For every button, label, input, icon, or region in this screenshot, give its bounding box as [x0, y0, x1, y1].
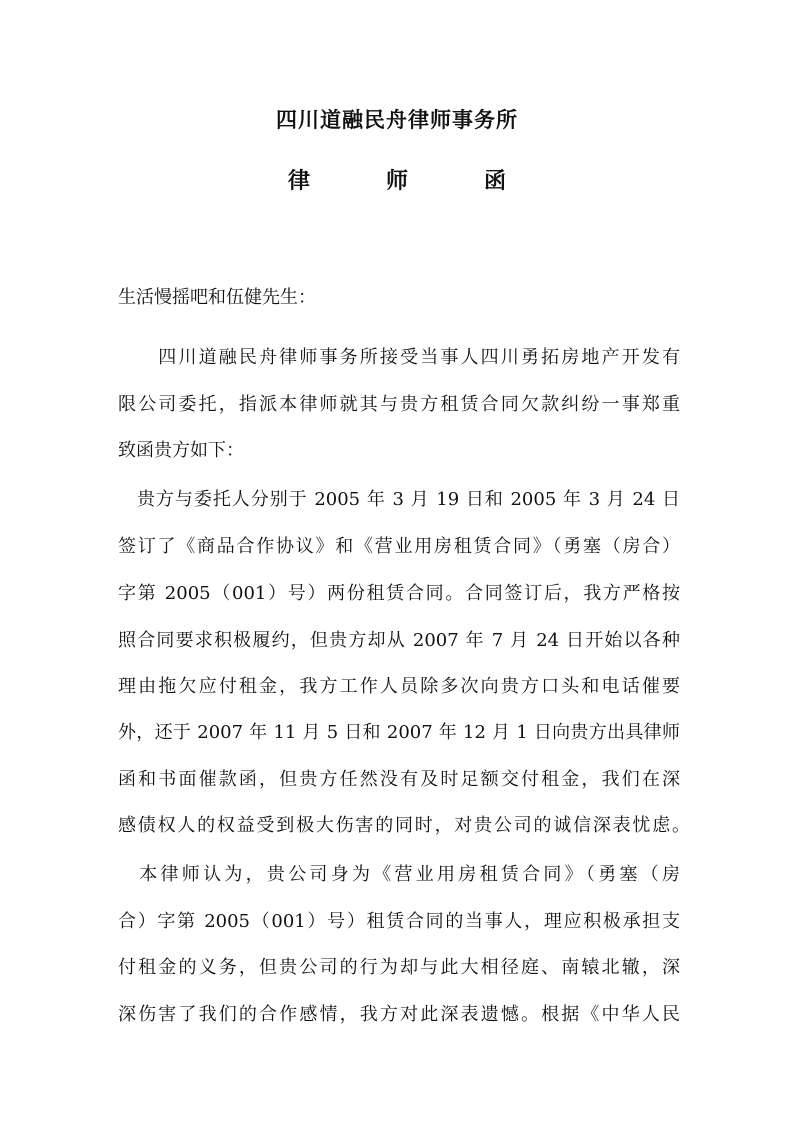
text-line: 外，还于 2007 年 11 月 5 日和 2007 年 12 月 1 日向贵方出具律师: [118, 722, 680, 743]
text-line: 照合同要求积极履约，但贵方却从 2007 年 7 月 24 日开始以各种: [118, 630, 680, 651]
law-firm-title: 四川道融民舟律师事务所: [276, 107, 518, 132]
text-line: 四川道融民舟律师事务所接受当事人四川勇拓房地产开发有: [118, 347, 680, 368]
document-type-heading: [288, 164, 506, 195]
text-line: 限公司委托，指派本律师就其与贵方租赁合同欠款纠纷一事郑重: [118, 394, 680, 415]
text-line: 贵方与委托人分别于 2005 年 3 月 19 日和 2005 年 3 月 24 日: [118, 489, 680, 510]
salutation: 生活慢摇吧和伍健先生：: [118, 287, 316, 308]
heading-char: 律: [288, 168, 311, 194]
text-line: 字第 2005（001）号）两份租赁合同。合同签订后，我方严格按: [118, 583, 680, 604]
text-line: 函和书面催款函，但贵方任然没有及时足额交付租金，我们在深: [118, 769, 680, 790]
text-line: 本律师认为，贵公司身为《营业用房租赁合同》（勇塞（房: [118, 864, 680, 885]
text-line: 致函贵方如下：: [118, 440, 244, 461]
heading-char: 师: [385, 168, 408, 194]
text-line: 理由拖欠应付租金，我方工作人员除多次向贵方口头和电话催要: [118, 676, 680, 697]
heading-char: 函: [483, 168, 506, 194]
text-line: 感债权人的权益受到极大伤害的同时，对贵公司的诚信深表忧虑。: [118, 815, 690, 836]
text-line: 合）字第 2005（001）号）租赁合同的当事人，理应积极承担支: [118, 911, 680, 932]
text-line: 深伤害了我们的合作感情，我方对此深表遗憾。根据《中华人民: [118, 1004, 680, 1025]
text-line: 签订了《商品合作协议》和《营业用房租赁合同》（勇塞（房合）: [118, 536, 680, 557]
text-line: 付租金的义务，但贵公司的行为却与此大相径庭、南辕北辙，深: [118, 957, 680, 978]
